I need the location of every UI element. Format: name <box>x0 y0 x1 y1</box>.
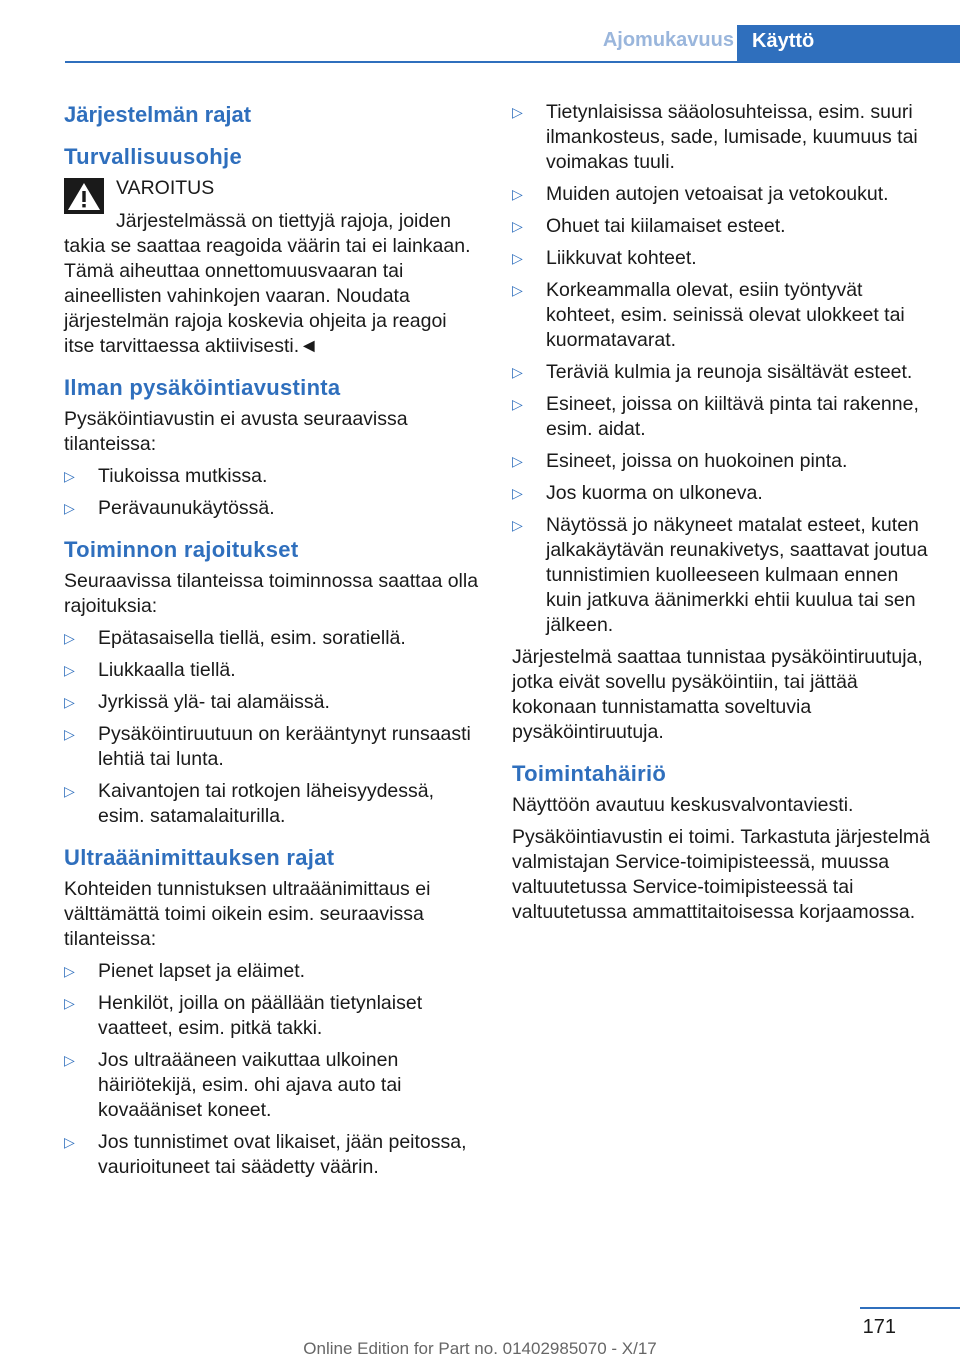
list-item: ▷ Teräviä kulmia ja reunoja sisältävät esteet. <box>512 361 913 383</box>
limits-title: Toiminnon rajoitukset <box>64 537 299 562</box>
bullet-arrow-icon: ▷ <box>64 662 75 678</box>
list-item: ▷ Jos ultraääneen vaikuttaa ulkoinen häiriötekijä, esim. ohi ajava auto tai kovaääniset koneet. <box>64 1049 402 1121</box>
ultra-title: Ultraäänimittauksen rajat <box>64 845 335 870</box>
no-assist-list <box>64 464 480 521</box>
bullet-arrow-icon: ▷ <box>512 517 523 533</box>
fault-text-1: Näyttöön avautuu keskusvalvontaviesti. <box>512 794 854 816</box>
list-item: ▷ Pysäköintiruutuun on kerääntynyt runsaasti lehtiä tai lunta. <box>64 723 471 770</box>
bullet-arrow-icon: ▷ <box>512 218 523 234</box>
list-item: ▷ Jos tunnistimet ovat likaiset, jään peitossa, vaurioituneet tai säädetty väärin. <box>64 1131 467 1178</box>
bullet-arrow-icon: ▷ <box>64 468 75 484</box>
page-number: 171 <box>862 1316 896 1338</box>
warning-triangle-icon <box>64 178 104 214</box>
list-item: ▷ Näytössä jo näkyneet matalat esteet, kuten jalkakäytävän reunakivetys, saattavat joutua tunnistimien kuolleeseen kulmaan ennen kuin jatkuva äänimerkki ehtii kuulua tai sen jälkeen. <box>512 514 928 636</box>
ultra-text: Kohteiden tunnistuksen ultraäänimittaus ei välttämättä toimi oikein esim. seuraavissa tilanteissa: <box>64 878 431 950</box>
list-item: ▷ Esineet, joissa on huokoinen pinta. <box>512 450 848 472</box>
list-item: ▷ Jos kuorma on ulkoneva. <box>512 482 763 504</box>
bullet-arrow-icon: ▷ <box>64 783 75 799</box>
list-item: ▷ Pienet lapset ja eläimet. <box>64 960 306 982</box>
footer-rule <box>860 1307 960 1309</box>
no-assist-title: Ilman pysäköintiavustinta <box>64 375 341 400</box>
bullet-arrow-icon: ▷ <box>64 995 75 1011</box>
bullet-arrow-icon: ▷ <box>512 104 523 120</box>
list-item: ▷ Tiukoissa mutkissa. <box>64 465 268 487</box>
warning-first-line: Järjestelmässä on tiettyjä rajoja, joiden <box>116 210 451 232</box>
left-column <box>64 100 480 1187</box>
bullet-arrow-icon: ▷ <box>512 282 523 298</box>
header-section: Ajomukavuus <box>602 29 734 51</box>
warning-block <box>64 176 480 234</box>
fault-title: Toimintahäiriö <box>512 761 667 786</box>
bullet-arrow-icon: ▷ <box>64 630 75 646</box>
list-item: ▷ Epätasaisella tiellä, esim. soratiellä. <box>64 627 406 649</box>
fault-text-2: Pysäköintiavustin ei toimi. Tarkastuta järjestelmä valmistajan Service-toimipisteessä, muussa valtuutetussa Service-toimipisteessä tai valtuutetussa ammattitaitoisessa korjaamossa. <box>512 826 930 923</box>
safety-title: Turvallisuusohje <box>64 144 242 169</box>
bullet-arrow-icon: ▷ <box>512 250 523 266</box>
bullet-arrow-icon: ▷ <box>64 726 75 742</box>
parking-space-paragraph: Järjestelmä saattaa tunnistaa pysäköintiruutuja, jotka eivät sovellu pysäköintiin, tai jättää kokonaan tunnistamatta soveltuvia pysäköintiruutuja. <box>512 646 923 743</box>
list-item: ▷ Korkeammalla olevat, esiin työntyvät kohteet, esim. seinissä olevat ulokkeet tai kuormatavarat. <box>512 279 905 351</box>
list-item: ▷ Jyrkissä ylä- tai alamäissä. <box>64 691 330 713</box>
limits-list <box>64 626 480 829</box>
warning-text: takia se saattaa reagoida väärin tai ei lainkaan. Tämä aiheuttaa onnettomuusvaaran tai aineellisten vahinkojen vaaran. Noudata järjestelmän rajoja koskevia ohjeita ja reagoi itse tarvittaessa aktiivisesti.◄ <box>64 235 471 357</box>
no-assist-text: Pysäköintiavustin ei avusta seuraavissa tilanteissa: <box>64 408 408 455</box>
bullet-arrow-icon: ▷ <box>512 485 523 501</box>
list-item: ▷ Esineet, joissa on kiiltävä pinta tai rakenne, esim. aidat. <box>512 393 919 440</box>
list-item: ▷ Tietynlaisissa sääolosuhteissa, esim. suuri ilmankosteus, sade, lumisade, kuumuus tai voimakas tuuli. <box>512 101 918 173</box>
page-header <box>0 25 960 63</box>
list-item: ▷ Henkilöt, joilla on päällään tietynlaiset vaatteet, esim. pitkä takki. <box>64 992 423 1039</box>
bullet-arrow-icon: ▷ <box>64 963 75 979</box>
list-item: ▷ Muiden autojen vetoaisat ja vetokoukut. <box>512 183 889 205</box>
bullet-arrow-icon: ▷ <box>512 396 523 412</box>
ultra-list-continued <box>512 100 932 638</box>
warning-label: VAROITUS <box>116 177 215 199</box>
bullet-arrow-icon: ▷ <box>64 1134 75 1150</box>
edition-footer: Online Edition for Part no. 01402985070 - X/17 <box>303 1339 657 1358</box>
limits-text: Seuraavissa tilanteissa toiminnossa saattaa olla rajoituksia: <box>64 570 479 617</box>
list-item: ▷ Kaivantojen tai rotkojen läheisyydessä, esim. satamalaiturilla. <box>64 780 435 827</box>
list-item: ▷ Liukkaalla tiellä. <box>64 659 236 681</box>
list-item: ▷ Perävaunukäytössä. <box>64 497 275 519</box>
bullet-arrow-icon: ▷ <box>64 1052 75 1068</box>
bullet-arrow-icon: ▷ <box>512 453 523 469</box>
bullet-arrow-icon: ▷ <box>512 364 523 380</box>
bullet-arrow-icon: ▷ <box>512 186 523 202</box>
header-chapter: Käyttö <box>737 25 960 63</box>
ultra-list <box>64 959 480 1180</box>
list-item: ▷ Liikkuvat kohteet. <box>512 247 697 269</box>
list-item: ▷ Ohuet tai kiilamaiset esteet. <box>512 215 786 237</box>
bullet-arrow-icon: ▷ <box>64 694 75 710</box>
bullet-arrow-icon: ▷ <box>64 500 75 516</box>
header-rule <box>65 61 960 63</box>
section-heading: Järjestelmän rajat <box>64 102 252 127</box>
right-column <box>512 100 932 932</box>
